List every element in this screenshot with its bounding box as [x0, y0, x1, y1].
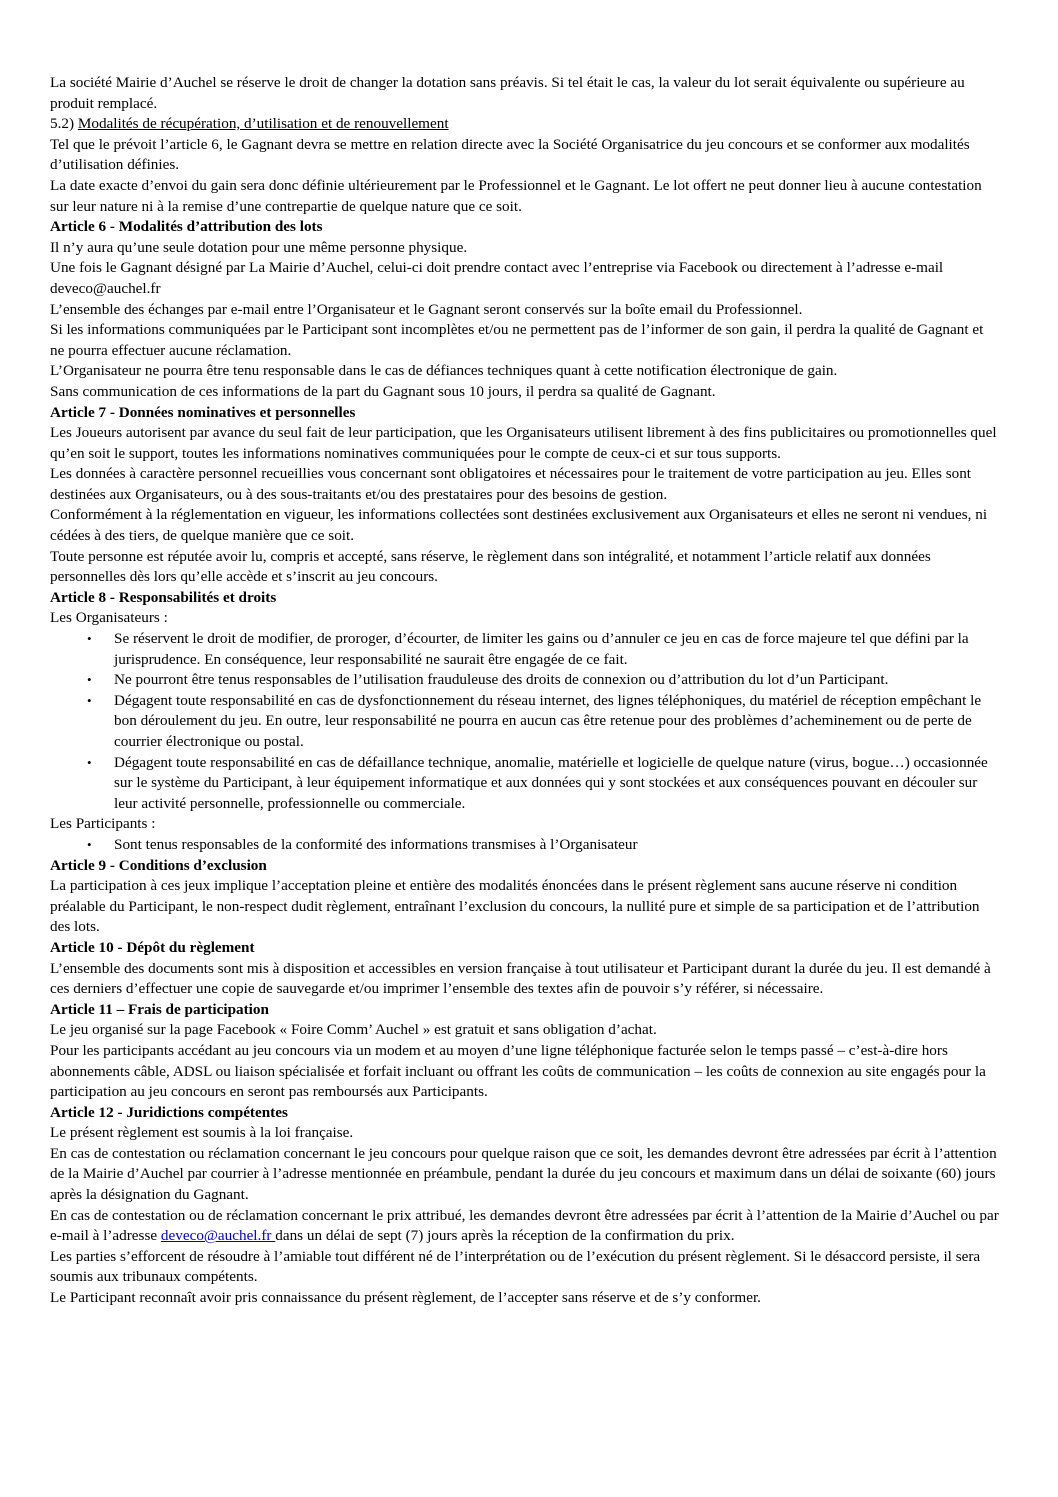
- article-11-heading: Article 11 – Frais de participation: [50, 1000, 269, 1018]
- paragraph: Les données à caractère personnel recueillies vous concernant sont obligatoires et nécessaires pour le traitement de votre participation au jeu. Elles sont destinées aux Organisateurs, ou à des sous-traitants et/ou des prestataires pour des besoins de gestion.: [50, 465, 972, 503]
- article-12-heading: Article 12 - Juridictions compétentes: [50, 1103, 288, 1121]
- text-run: En cas de contestation ou de réclamation concernant le prix attribué, les demandes devront être adressées par écrit à l’attention de la Mairie d’Auchel ou par e-mail à l’adresse: [50, 1206, 999, 1245]
- paragraph: Tel que le prévoit l’article 6, le Gagnant devra se mettre en relation directe avec la Société Organisatrice du jeu concours et se conformer aux modalités d’utilisation définies.: [50, 135, 970, 174]
- paragraph: La participation à ces jeux implique l’acceptation pleine et entière des modalités énoncées dans le présent règlement sans aucune réserve ni condition préalable du Participant, le non-respect dudit règlement, entraînant l’exclusion du concours, la nullité pure et simple de sa participation et de l’attribution des lots.: [50, 877, 980, 936]
- article-8-heading: Article 8 - Responsabilités et droits: [50, 588, 277, 606]
- paragraph: L’ensemble des documents sont mis à disposition et accessibles en version française à tout utilisateur et Participant durant la durée du jeu. Il est demandé à ces derniers d’effectuer une copie de sauvegarde et/ou imprimer l’ensemble des textes afin de pouvoir s’y référer, si nécessaire.: [50, 959, 991, 998]
- list-item: • Dégagent toute responsabilité en cas de défaillance technique, anomalie, matérielle et logicielle de quelque nature (virus, bogue…) occasionnée sur le système du Participant, à leur équipement informatique et aux données qui y sont stockées et aux conséquences pouvant en découler sur leur activité personnelle, professionnelle ou commerciale.: [114, 753, 1000, 815]
- text-run: dans un délai de sept (7) jours après la réception de la confirmation du prix.: [275, 1227, 735, 1245]
- list-item: • Se réservent le droit de modifier, de proroger, d’écourter, de limiter les gains ou d’annuler ce jeu en cas de force majeure tel que défini par la jurisprudence. En conséquence, leur responsabilité ne saurait être engagée de ce fait.: [114, 629, 1000, 670]
- article-6-heading: Article 6 - Modalités d’attribution des lots: [50, 218, 323, 236]
- paragraph: Le Participant reconnaît avoir pris connaissance du présent règlement, de l’accepter sans réserve et de s’y conformer.: [50, 1289, 761, 1307]
- paragraph: [50, 1206, 1000, 1247]
- participants-label: Les Participants :: [50, 815, 156, 833]
- list-item: • Dégagent toute responsabilité en cas de dysfonctionnement du réseau internet, des lignes téléphoniques, du matériel de réception empêchant le bon déroulement du jeu. En outre, leur responsabilité ne pourra en aucun cas être retenue pour des problèmes d’acheminement ou de perte de courrier électronique ou postal.: [114, 691, 1000, 753]
- paragraph: Conformément à la réglementation en vigueur, les informations collectées sont destinées exclusivement aux Organisateurs et elles ne seront ni vendues, ni cédées à des tiers, de quelque manière que ce soit.: [50, 506, 988, 545]
- list-item: • Sont tenus responsables de la conformité des informations transmises à l’Organisateur: [114, 835, 1000, 856]
- article-7-heading: Article 7 - Données nominatives et personnelles: [50, 403, 356, 421]
- paragraph: Pour les participants accédant au jeu concours via un modem et au moyen d’une ligne téléphonique facturée selon le temps passé – c’est-à-dire hors abonnements câble, ADSL ou liaison spécialisée et forfait incluant ou offrant les coûts de communication – les coûts de connexion au site engagés pour la participation au jeu concours en seront pas remboursés aux Participants.: [50, 1041, 986, 1101]
- paragraph: La date exacte d’envoi du gain sera donc définie ultérieurement par le Professionnel et le Gagnant. Le lot offert ne peut donner lieu à aucune contestation sur leur nature ni à la remise d’une contrepartie de quelque nature que ce soit.: [50, 176, 982, 215]
- section-title: Modalités de récupération, d’utilisation et de renouvellement: [77, 115, 449, 133]
- paragraph: Sans communication de ces informations de la part du Gagnant sous 10 jours, il perdra sa qualité de Gagnant.: [50, 382, 716, 400]
- paragraph: Toute personne est réputée avoir lu, compris et accepté, sans réserve, le règlement dans son intégralité, et notamment l’article relatif aux données personnelles dès lors qu’elle accède et s’inscrit au jeu concours.: [50, 547, 931, 586]
- paragraph: Une fois le Gagnant désigné par La Mairie d’Auchel, celui-ci doit prendre contact avec l’entreprise via Facebook ou directement à l’adresse e-mail deveco@auchel.fr: [50, 259, 944, 297]
- email-link[interactable]: deveco@auchel.fr: [160, 1227, 276, 1245]
- paragraph: Le présent règlement est soumis à la loi française.: [50, 1124, 354, 1142]
- list-item: • Ne pourront être tenus responsables de l’utilisation frauduleuse des droits de connexion ou d’attribution du lot d’un Participant.: [114, 670, 1000, 691]
- article-10-heading: Article 10 - Dépôt du règlement: [50, 938, 255, 956]
- paragraph: Si les informations communiquées par le Participant sont incomplètes et/ou ne permettent pas de l’informer de son gain, il perdra la qualité de Gagnant et ne pourra effectuer aucune réclamation.: [50, 321, 984, 359]
- paragraph: Il n’y aura qu’une seule dotation pour une même personne physique.: [50, 238, 468, 256]
- paragraph: L’ensemble des échanges par e-mail entre l’Organisateur et le Gagnant seront conservés sur la boîte email du Professionnel.: [50, 300, 803, 318]
- document-page: [50, 73, 1000, 1309]
- paragraph: En cas de contestation ou réclamation concernant le jeu concours pour quelque raison que ce soit, les demandes devront être adressées par écrit à l’attention de la Mairie d’Auchel par courrier à l’adresse mentionnée en préambule, pendant la durée du jeu concours et maximum dans un délai de soixante (60) jours après la désignation du Gagnant.: [50, 1144, 997, 1204]
- paragraph: La société Mairie d’Auchel se réserve le droit de changer la dotation sans préavis. Si tel était le cas, la valeur du lot serait équivalente ou supérieure au produit remplacé.: [50, 74, 965, 112]
- article-9-heading: Article 9 - Conditions d’exclusion: [50, 856, 267, 874]
- organisateurs-list: [50, 629, 1000, 814]
- paragraph: L’Organisateur ne pourra être tenu responsable dans le cas de défiances techniques quant à cette notification électronique de gain.: [50, 362, 838, 380]
- participants-list: [50, 835, 1000, 856]
- section-5-2-heading: [50, 114, 1000, 135]
- paragraph: Les Joueurs autorisent par avance du seul fait de leur participation, que les Organisateurs utilisent librement à des fins publicitaires ou promotionnelles quel qu’en soit le support, toutes les informations nominatives communiquées pour le compte de ceux-ci et sur tous supports.: [50, 424, 997, 462]
- paragraph: Le jeu organisé sur la page Facebook « Foire Comm’ Auchel » est gratuit et sans obligation d’achat.: [50, 1021, 657, 1039]
- paragraph: Les parties s’efforcent de résoudre à l’amiable tout différent né de l’interprétation ou de l’exécution du présent règlement. Si le désaccord persiste, il sera soumis aux tribunaux compétents.: [50, 1247, 981, 1286]
- section-number: 5.2): [50, 115, 78, 133]
- organisateurs-label: Les Organisateurs :: [50, 609, 168, 627]
